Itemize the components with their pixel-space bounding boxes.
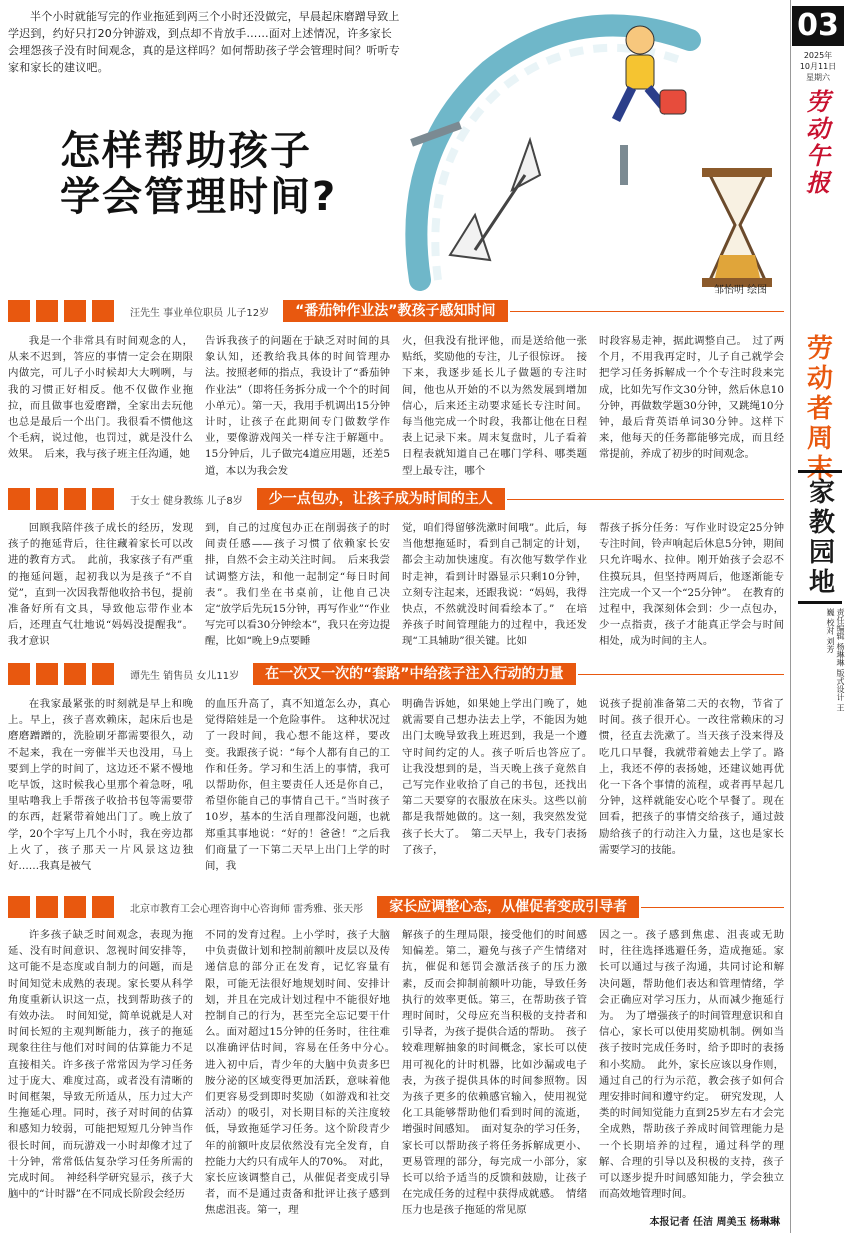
section-2-header	[8, 488, 784, 510]
section-3-header	[8, 663, 784, 685]
staff-credits: 责任编辑 杨琳琳 版式设计 王巍 校对 刘芳	[826, 608, 845, 712]
section-1-body	[8, 333, 784, 481]
section-3	[8, 663, 784, 685]
bar-line	[641, 907, 784, 908]
bar-square	[8, 896, 30, 918]
section-1	[8, 300, 784, 322]
headline-line-1: 怎样帮助孩子	[60, 128, 312, 174]
section-2-title: 少一点包办，让孩子成为时间的主人	[257, 488, 505, 510]
section-3-col-3: 明确告诉她，如果她上学出门晚了，她就需要自己想办法去上学，不能因为她出门太晚导致我上班迟到，我是一个遵守时间约定的人。孩子听后也答应了。 让我没想到的是，当天晚上孩子竟然自己写完作业收拾了自己的书包，还找出第二天要穿的衣服放在床头。这些以前都是我帮她做的。这一刻，我突然发觉孩子长大了。 第二天早上，我专门表扬了孩子，	[402, 698, 598, 856]
section-1-byline: 汪先生 事业单位职员 儿子12岁	[130, 307, 270, 319]
section-2-body	[8, 520, 784, 652]
masthead-divider	[790, 0, 791, 1233]
bar-square	[8, 300, 30, 322]
column-title: 劳动者周末	[806, 334, 833, 484]
section-1-header	[8, 300, 784, 322]
section-2	[8, 488, 784, 510]
page-number: 03	[792, 6, 844, 46]
section-3-col-2: 的血压升高了，真不知道怎么办，真心觉得陪娃是一个危险事件。 这种状况过了一段时间，我心想不能这样，要改变。我跟孩子说：“每个人都有自己的工作和任务。学习和生活上的事情，我可以帮助你，但主要责任人还是你自己，希望你能自己的事情自己干。”当时孩子10岁，基本的生活自理都没问题，也就郑重其事地说：“好的！爸爸！”之后我们商量了一下第二天早上出门上学的时间，我	[205, 698, 390, 873]
bar-square	[36, 488, 58, 510]
bar-square	[64, 488, 86, 510]
section-2-col-2: 到，自己的过度包办正在削弱孩子的时间责任感——孩子习惯了依赖家长安排，自然不会主动关注时间。 后来我尝试调整方法，和他一起制定“每日时间表”。我们坐在书桌前，让他自己决定“放学后先玩15分钟，再写作业”“作业写完可以看30分钟绘本”，我只在旁边提醒，比如“晚上9点要睡	[205, 522, 391, 648]
reporter-byline: 本报记者 任洁 周美玉 杨琳琳	[649, 1217, 780, 1228]
bar-line	[510, 311, 785, 312]
newspaper-logo: 劳动午报	[806, 87, 830, 197]
section-1-col-1: 我是一个非常具有时间观念的人，从来不迟到，答应的事情一定会在期限内做完，可儿子小时候却大大咧咧，与我的习惯正好相反。他不仅做作业拖拉，而且做事也爱磨蹭，全家出去玩他也总是最后一个出门。我很看不惯他这个毛病，说过他，也罚过，就是没什么效果。 后来，我与孩子班主任沟通，她	[8, 335, 193, 461]
section-2-col-4: 帮孩子拆分任务：写作业时设定25分钟专注时间，铃声响起后休息5分钟，期间只允许喝水、拉伸。刚开始孩子会忍不住摸玩具，但坚持两周后，他逐渐能专注完成一个又一个“25分钟”。 在教育的过程中，我深刻体会到：少一点包办，少一点指责，孩子才能真正学会与时间相处，成为时间的主人。	[599, 522, 784, 648]
clock-illustration	[380, 0, 785, 295]
subcolumn-title: 家教园地	[808, 478, 835, 598]
section-2-col-3: 觉，咱们得留够洗漱时间哦”。此后，每当他想拖延时，看到自己制定的计划，都会主动加快速度。有次他写数学作业时走神，看到计时器显示只剩10分钟，立刻专注起来，还跟我说：“妈妈，我得快点，不然就没时间看绘本了。” 在培养孩子时间管理能力的过程中，我还发现“工具辅助”很关键。比如	[402, 522, 587, 648]
section-4-byline: 北京市教育工会心理咨询中心咨询师 雷秀雅、张天彤	[130, 903, 364, 915]
section-1-col-2: 告诉我孩子的问题在于缺乏对时间的具象认知，还教给我具体的时间管理办法。按照老师的指点，我设计了“番茄钟作业法”（即将任务拆分成一个个的时间小单元）。第一天，我用手机调出15分钟计时，让孩子在此期间专门做数学作业，要像游戏闯关一样专注于解题中。15分钟后，儿子做完4道应用题，还差5道，本以为我会发	[205, 335, 390, 477]
section-4	[8, 896, 784, 918]
section-2-col-1: 回顾我陪伴孩子成长的经历，发现孩子的拖延背后，往往藏着家长可以改进的教育方式。 此前，我家孩子有严重的拖延问题，起初我以为是孩子“不自觉”，直到一次因我帮他收拾书包，提前准备好所有文具，导致他忘带作业本后，还理直气壮地说“妈妈没提醒我”。我才意识	[8, 522, 193, 648]
date-day: 10月11日	[799, 62, 837, 71]
bar-line	[578, 674, 785, 675]
section-1-col-4: 时段容易走神，据此调整自己。 过了两个月，不用我再定时，儿子自己就学会把学习任务拆解成一个个专注时段来完成，比如先写作文30分钟，然后休息10分钟，再做数学题30分钟，又跳绳10分钟，最后背英语单词30分钟。这样下来，他每天的任务都能够完成，而且经常提前，养成了初步的时间观念。	[599, 335, 784, 461]
section-4-col-3: 解孩子的生理局限，接受他们的时间感知偏差。第二，避免与孩子产生情绪对抗，催促和惩罚会激活孩子的压力激素，反而会抑制前额叶功能，导致任务执行的效率更低。第三，在帮助孩子管理时间时，父母应充当积极的支持者和引导者，为孩子提供合适的帮助。 孩子较难理解抽象的时间概念，家长可以使用可视化的计时机器，比如沙漏或电子表，为孩子提供具体的时间参照物。因为孩子更多的依赖感官输入，使用视觉化工具能够帮助他们看到时间的流逝，增强时间感知。 面对复杂的学习任务，家长可以帮助孩子将任务拆解成更小、更易管理的部分，每完成一小部分，家长可以给予适当的反馈和鼓励，让孩子在完成任务的过程中获得成就感。 情绪压力也是孩子拖延的常见原	[402, 929, 587, 1217]
section-4-title: 家长应调整心态，从催促者变成引导者	[377, 896, 639, 918]
section-4-col-1: 许多孩子缺乏时间观念，表现为拖延、没有时间意识、忽视时间安排等，这可能不是态度或自制力的问题，而是时间知觉未成熟的表现。家长要从科学角度重新认识这一点，找到帮助孩子的有效办法。 时间知觉，简单说就是人对时间长短的主观判断能力，孩子的拖延现象往往与他们对时间的估算能力不足直接相关。许多孩子常常因为学习任务过于庞大、难度过高，或者没有清晰的时间框架，导致无所适从，压力过大产生拖延心理。同时，孩子对时间的估算和感知力较弱，可能把短短几分钟当作很长时间，而玩游戏一小时却像才过了十分钟，常常低估复杂学习任务所需的完成时间。 神经科学研究显示，孩子大脑中的“计时器”在不同成长阶段会经历	[8, 929, 193, 1201]
bar-square	[8, 663, 30, 685]
bar-square	[36, 663, 58, 685]
issue-date	[792, 50, 844, 83]
section-1-col-3: 火，但我没有批评他，而是送给他一张贴纸，奖励他的专注，儿子很惊讶。 接下来，我逐步延长儿子做题的专注时间，他也从开始的不以为然发展到增加信心，后来还主动要求延长专注时间。每当他完成一个时段，我都让他在日程表上记录下来。周末复盘时，儿子看着日程表就知道自己在哪门学科、哪类题型上最专注，哪个	[402, 335, 587, 477]
section-3-col-4: 说孩子提前准备第二天的衣物，节省了时间。孩子很开心。一改往常赖床的习惯，径直去洗漱了。当天孩子没来得及吃几口早餐，我就带着她去上学了。路上，我还不停的表扬她，还建议她再优化一下各个事情的流程，或者再早起几分钟，这样就能安心吃个早餐了。现在回看，把孩子的事情交给孩子，通过鼓励给孩子的行动注入力量，这也是家长需要学习的技能。	[599, 698, 784, 856]
bar-square	[92, 488, 114, 510]
section-4-col-4: 因之一。孩子感到焦虑、沮丧或无助时，往往选择逃避任务，造成拖延。家长可以通过与孩子沟通，共同讨论和解决问题，帮助他们表达和管理情绪，学会正确应对学习压力，从而减少拖延行为。 为了增强孩子的时间管理意识和自信心，家长可以使用奖励机制。例如当孩子按时完成任务时，给予即时的表扬和小奖励。 此外，家长应该以身作则，通过自己的行为示范，教会孩子如何合理安排时间和遵守约定。 研究发现，人类的时间知觉能力直到25岁左右才会完全成熟，帮助孩子养成时间管理能力是一个长期培养的过程，通过科学的理解、合理的引导以及积极的支持，孩子可以逐步提升时间感知能力，学会独立而高效地管理时间。	[599, 929, 784, 1201]
section-4-header	[8, 896, 784, 918]
illustration-credit: 邹怡明 绘图	[714, 285, 768, 296]
section-4-col-2: 不同的发育过程。上小学时，孩子大脑中负责做计划和控制前额叶皮层以及传递信息的部分正在发育，记忆容量有限，可能无法很好地规划时间、安排计划，并且在完成计划过程中不能很好地控制自己的行为，甚至完全忘记要干什么。面对超过15分钟的任务时，往往难以准确评估时间，容易在任务中分心。 进入初中后，青少年的大脑中负责多巴胺分泌的区域变得更加活跃，意味着他们更容易受到即时奖励（如游戏和社交活动）的吸引，对长期目标的关注度较低，导致拖延学习任务。这个阶段青少年的前额叶皮层依然没有完全发育，自控能力大约只有成年人的70%。 对此，家长应该调整自己，从催促者变成引导者，而不是通过责备和批评让孩子感到焦虑沮丧。第一，理	[205, 929, 401, 1217]
section-3-title: 在一次又一次的“套路”中给孩子注入行动的力量	[253, 663, 575, 685]
section-2-byline: 于女士 健身教练 儿子8岁	[130, 495, 243, 507]
section-1-title: “番茄钟作业法”教孩子感知时间	[283, 300, 507, 322]
section-3-col-1: 在我家最紧张的时刻就是早上和晚上。早上，孩子喜欢赖床，起床后也是磨磨蹭蹭的，洗脸刷牙都需要很久，动不起来，我在一旁催半天也没用，马上要到上学的时间了，这边还不紧不慢地吃早饭，这时候我心里那个着急呀，吼里咕噜我上手帮孩子收拾书包等需要带的东西，赶紧带着她出门了。晚上放了学，20个字写上几个小时，我在旁边都上火了，孩子那天一片风景这边独好……我真是被气	[8, 698, 193, 873]
date-weekday: 星期六	[806, 73, 830, 82]
date-year: 2025年	[803, 51, 833, 60]
bar-square	[64, 896, 86, 918]
headline	[60, 128, 400, 220]
intro-lead: 半个小时就能写完的作业拖延到两三个小时还没做完，早晨起床磨蹭导致上学迟到，约好只打20分钟游戏，到点却不肯放手……面对上述情况，许多家长会埋怨孩子没有时间观念，真的是这样吗？如何帮助孩子学会管理时间？听听专家和家长的建议吧。	[8, 10, 400, 74]
headline-line-2: 学会管理时间?	[60, 174, 338, 220]
section-3-byline: 谭先生 销售员 女儿11岁	[130, 670, 240, 682]
bar-square	[36, 896, 58, 918]
bar-square	[64, 663, 86, 685]
bar-square	[64, 300, 86, 322]
bar-square	[92, 300, 114, 322]
bar-square	[36, 300, 58, 322]
section-4-body	[8, 927, 784, 1217]
section-3-body	[8, 696, 784, 878]
bar-line	[507, 499, 784, 500]
bar-square	[8, 488, 30, 510]
bar-square	[92, 663, 114, 685]
bar-square	[92, 896, 114, 918]
